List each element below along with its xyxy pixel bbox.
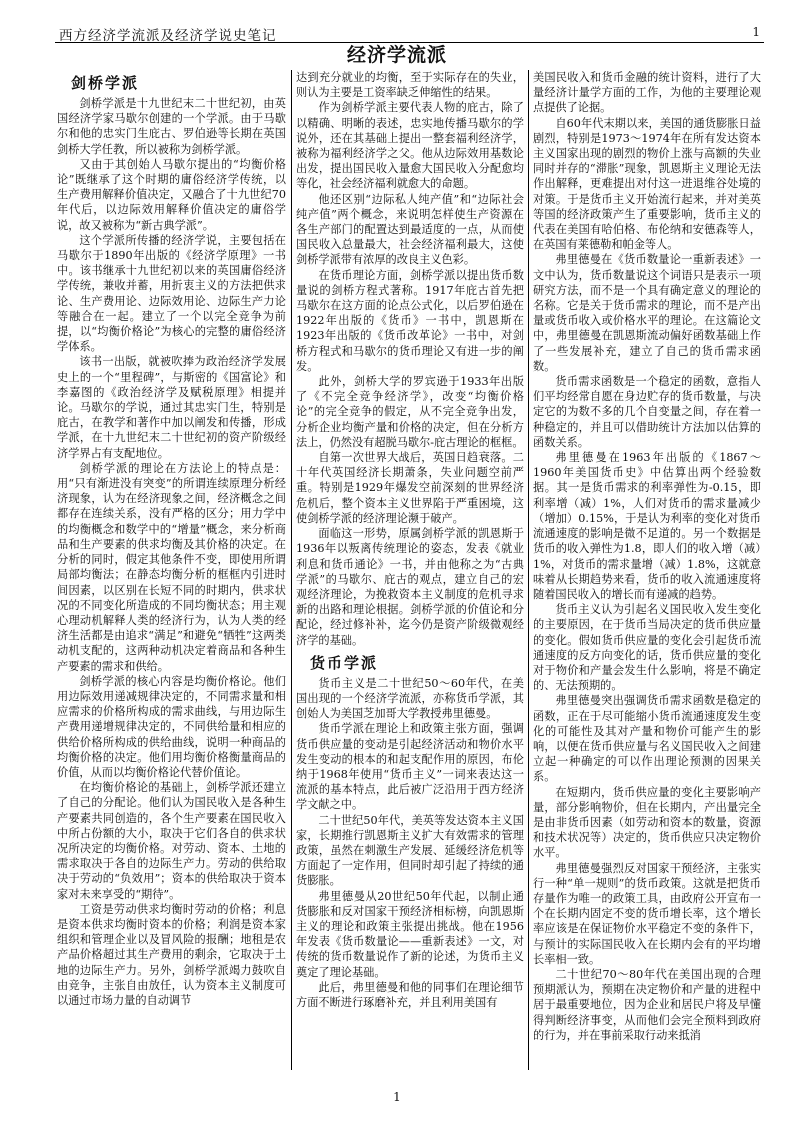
paragraph: 剑桥学派是十九世纪末二十世纪初，由英国经济学家马歇尔创建的一个学派。由于马歇尔和他的忠实门生庇古、罗伯逊等长期在英国剑桥大学任教，所以被称为剑桥学派。: [57, 97, 286, 156]
column-2: [291, 70, 528, 1070]
column-1: [55, 70, 291, 1070]
book-title: 西方经济学流派及经济学说史笔记: [59, 28, 277, 44]
paragraph: 货币主义是二十世纪50～60年代，在美国出现的一个经济学流派，亦称货币学派，其创始人为美国芝加哥大学教授弗里德曼。: [296, 676, 524, 721]
header-page-number: 1: [752, 25, 760, 39]
text-columns: [55, 70, 764, 1070]
paragraph: 在均衡价格论的基础上，剑桥学派还建立了自己的分配论。他们认为国民收入是各种生产要素共同创造的，各个生产要素在国民收入中所占份额的大小，取决于它们各自的供求状况所决定的均衡价格。对劳动、资本、土地的需求取决于各自的边际生产力。劳动的供给取决于劳动的“负效用”；资本的供给取决于资本家对未来享受的“期待”。: [57, 781, 286, 901]
paragraph: 二十世纪50年代，美英等发达资本主义国家，长期推行凯恩斯主义扩大有效需求的管理政策，虽然在刺激生产发展、延缓经济危机等方面起了一定作用，但同时却引起了持续的通货膨胀。: [296, 813, 524, 888]
paragraph: 又由于其创始人马歇尔提出的“均衡价格论”既继承了这个时期的庸俗经济学传统，以生产费用解释价值决定，又融合了十九世纪70年代后，以边际效用解释价值决定的庸俗学说，故又被称为“新古典学派”。: [57, 157, 286, 232]
paragraph: 他还区别“边际私人纯产值”和“边际社会纯产值”两个概念，来说明怎样使生产资源在各生产部门的配置达到最适度的一点，从而使国民收入总量最大，社会经济福利最大，这使剑桥学派带有浓厚的改良主义色彩。: [296, 192, 524, 267]
paragraph: 自60年代末期以来，美国的通货膨胀日益剧烈，特别是1973～1974年在所有发达资本主义国家出现的剧烈的物价上涨与高额的失业同时并存的“滞胀”现象，凯恩斯主义理论无法作出解释，更难提出对付这一进退维谷处境的对策。于是货币主义开始流行起来，并对美英等国的经济政策产生了重要影响，货币主义的代表在美国有哈伯格、布伦纳和安德森等人，在英国有莱德勒和帕金等人。: [533, 116, 761, 252]
paragraph: 弗里德曼强烈反对国家干预经济，主张实行一种“单一规则”的货币政策。这就是把货币存量作为唯一的政策工具，由政府公开宣布一个在长期内固定不变的货币增长率，这个增长率应该是在保证物价水平稳定不变的条件下，与预计的实际国民收入在长期内会有的平均增长率相一致。: [533, 861, 761, 966]
paragraph: 弗里德曼从20世纪50年代起，以制止通货膨胀和反对国家干预经济相标榜，向凯恩斯主义的理论和政策主张提出挑战。他在1956年发表《货币数量论——重新表述》一文，对传统的货币数量说作了新的论述，为货币主义奠定了理论基础。: [296, 889, 524, 979]
section-title-monetarism: 货币学派: [310, 653, 379, 672]
section-title-cambridge: 剑桥学派: [71, 74, 140, 92]
paragraph: 达到充分就业的均衡，至于实际存在的失业，则认为主要是工资率缺乏伸缩性的结果。: [296, 71, 524, 100]
paragraph: 货币学派在理论上和政策主张方面，强调货币供应量的变动是引起经济活动和物价水平发生变动的根本的和起支配作用的原因，布伦纳于1968年使用“货币主义”一词来表达这一流派的基本特点，此后被广泛沿用于西方经济学文献之中。: [296, 722, 524, 812]
paragraph: 在短期内，货币供应量的变化主要影响产量，部分影响物价，但在长期内，产出量完全是由非货币因素（如劳动和资本的数量，资源和技术状况等）决定的，货币供应只决定物价水平。: [533, 785, 761, 860]
paragraph: 弗里德曼在1963年出版的《1867～1960年美国货币史》中估算出两个经验数据。其一是货币需求的利率弹性为-0.15，即利率增（减）1%，人们对货币的需求量减少（增加）0.15%，于是认为利率的变化对货币流通速度的影响是微不足道的。另一个数据是货币的收入弹性为1.8，即人们的收入增（减）1%，对货币的需求量增（减）1.8%，这就意味着从长期趋势来看，货币的收入流通速度将随着国民收入的增长而有递减的趋势。: [533, 451, 761, 601]
paragraph: 二十世纪70～80年代在美国出现的合理预期派认为，预期在决定物价和产量的进程中居于最重要地位，因为企业和居民户将及早懂得判断经济事变，从而他们会完全预料到政府的行为，并在事前采取行动来抵消: [533, 967, 761, 1042]
paragraph: 美国民收入和货币金融的统计资料，进行了大量经济计量学方面的工作，为他的主要理论观点提供了论据。: [533, 71, 761, 115]
paragraph: 面临这一形势，原属剑桥学派的凯恩斯于1936年以叛离传统理论的姿态，发表《就业利息和货币通论》一书，并由他称之为“古典学派”的马歇尔、庇古的观点，建立自己的宏观经济理论，为挽救资本主义制度的危机寻求新的出路和理论根据。剑桥学派的价值论和分配论，经过修补补，迄今仍是资产阶级微观经济学的基础。: [296, 527, 524, 647]
paragraph: 作为剑桥学派主要代表人物的庇古，除了以精确、明晰的表述，忠实地传播马歇尔的学说外，还在其基础上提出一整套福利经济学，被称为福利经济学之父。他从边际效用基数论出发，提出国民收入量愈大国民收入分配愈均等化，社会经济福利就愈大的命题。: [296, 101, 524, 191]
paragraph: 弗里德曼在《货币数量论一重新表述》一文中认为，货币数量说这个词语只是表示一项研究方法，而不是一个具有确定意义的理论的名称。它是关于货币需求的理论，而不是产出量或货币收入或价格水平的理论。在这篇论文中，弗里德曼在凯恩斯流动偏好函数基础上作了一些发展补充，建立了自己的货币需求函数。: [533, 253, 761, 373]
paragraph: 货币主义认为引起名义国民收入发生变化的主要原因，在于货币当局决定的货币供应量的变化。假如货币供应量的变化会引起货币流通速度的反方向变化的话，货币供应量的变化对于物价和产量会发生什么影响，将是不确定的、无法预期的。: [533, 603, 761, 693]
paragraph: 工资是劳动供求均衡时劳动的价格；利息是资本供求均衡时资本的价格；利润是资本家组织和管理企业以及冒风险的报酬；地租是农产品价格超过其生产费用的剩余，它取决于土地的边际生产力。另外，剑桥学派竭力鼓吹自由竞争，主张自由放任，认为资本主义制度可以通过市场力量的自动调节: [57, 902, 286, 1007]
paragraph: 货币需求函数是一个稳定的函数，意指人们平均经常自愿在身边贮存的货币数量，与决定它的为数不多的几个自变量之间，存在着一种稳定的，并且可以借助统计方法加以估算的函数关系。: [533, 375, 761, 449]
paragraph: 剑桥学派的理论在方法论上的特点是：用“只有渐进没有突变”的所谓连续原理分析经济现象，认为在经济现象之间，经济概念之间都存在连续关系，没有严格的区分；用力学中的均衡概念和数学中的“增量”概念，来分析商品和生产要素的供求均衡及其价格的决定。在分析的同时，假定其他条件不变，即使用所谓局部均衡法；在静态均衡分析的框框内引进时间因素，以区别在长短不同的时期内，供求状况的不同变化所造成的不同均衡状态；用主观心理动机解释人类的经济行为，认为人类的经济生活都是由追求“满足”和避免“牺牲”这两类动机支配的，这两种动机决定着商品和各种生产要素的需求和供给。: [57, 461, 286, 673]
paragraph: 剑桥学派的核心内容是均衡价格论。他们用边际效用递减规律决定的，不同需求量和相应需求的价格所构成的需求曲线，与用边际生产费用递增规律决定的，不同供给量和相应的供给价格所构成的供给曲线，说明一种商品的均衡价格的决定。他们用均衡价格衡量商品的价值，从而以均衡价格论代替价值论。: [57, 674, 286, 779]
paragraph: 弗里德曼突出强调货币需求函数是稳定的函数，正在于尽可能缩小货币流通速度发生变化的可能性及其对产量和物价可能产生的影响，以便在货币供应量与名义国民收入之间建立起一种确定的可以作出理论预测的因果关系。: [533, 694, 761, 784]
paragraph: 该书一出版，就被吹捧为政治经济学发展史上的一个“里程碑”，与斯密的《国富论》和李嘉图的《政治经济学及赋税原理》相提并论。马歇尔的学说，通过其忠实门生，特别是庇古，在教学和著作中加以阐发和传播，形成学派，在十九世纪末二十世纪初的资产阶级经济学界占有支配地位。: [57, 355, 286, 460]
footer-page-number: 1: [393, 1090, 401, 1104]
paragraph: 此后，弗里德曼和他的同事们在理论细节方面不断进行琢磨补充，并且利用美国有: [296, 980, 524, 1009]
paragraph: 自第一次世界大战后，英国日趋衰落。二十年代英国经济长期萧条，失业问题空前严重。特别是1929年爆发空前深刻的世界经济危机后，整个资本主义世界陷于严重困境，这使剑桥学派的经济理论濒于破产。: [296, 451, 524, 525]
page-title: 经济学流派: [346, 44, 447, 66]
paragraph: 这个学派所传播的经济学说，主要包括在马歇尔于1890年出版的《经济学原理》一书中。该书继承十九世纪初以来的英国庸俗经济学传统，兼收并蓄，用折衷主义的方法把供求论、生产费用论、边际效用论、边际生产力论等融合在一起。建立了一个以完全竞争为前提，以“均衡价格论”为核心的完整的庸俗经济学体系。: [57, 233, 286, 354]
paragraph: 此外，剑桥大学的罗宾逊于1933年出版了《不完全竞争经济学》，改变“均衡价格论”的完全竞争的假定，从不完全竞争出发，分析企业均衡产量和价格的决定，但在分析方法上，仍然没有超脱马歇尔-庇古理论的框框。: [296, 375, 524, 449]
column-3: [528, 70, 765, 1070]
paragraph: 在货币理论方面，剑桥学派以提出货币数量说的剑桥方程式著称。1917年庇古首先把马歇尔在这方面的论点公式化，以后罗伯逊在1922年出版的《货币》一书中，凯恩斯在1923年出版的《货币改革论》一书中，对剑桥方程式和马歇尔的货币理论又有进一步的阐发。: [296, 268, 524, 373]
